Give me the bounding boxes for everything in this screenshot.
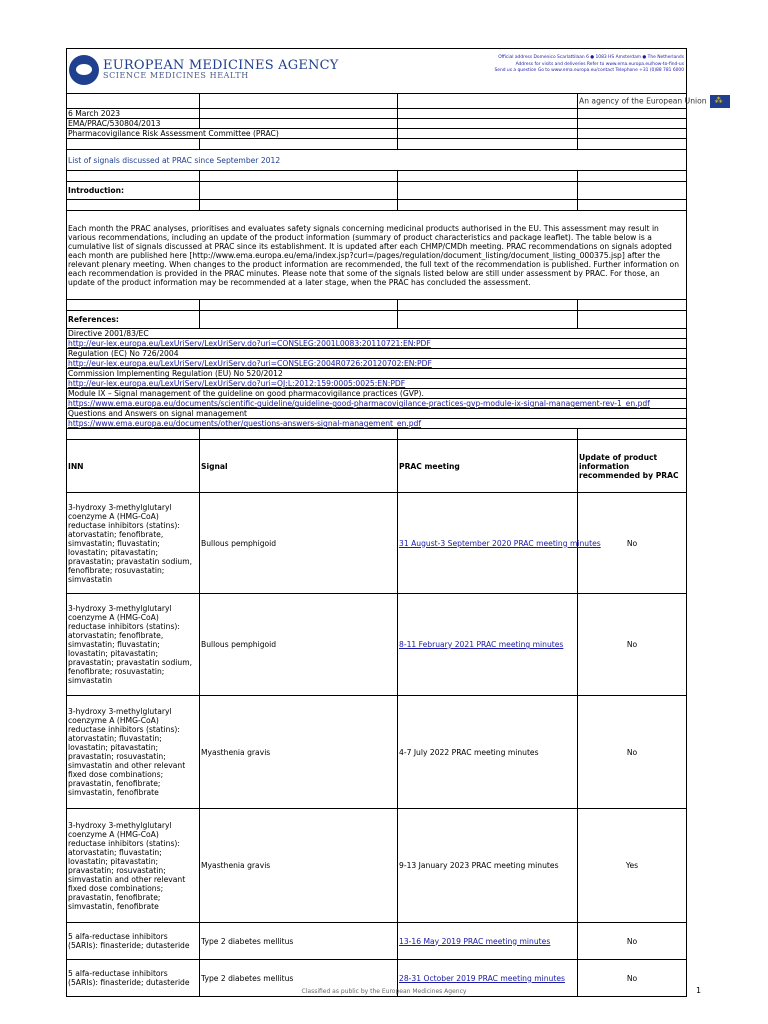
update-cell: No bbox=[578, 493, 687, 594]
header-cell bbox=[67, 49, 687, 94]
reference-item: Questions and Answers on signal management bbox=[67, 409, 687, 419]
signal-cell: Bullous pemphigoid bbox=[200, 594, 398, 696]
meeting-link[interactable]: 13-16 May 2019 PRAC meeting minutes bbox=[398, 923, 578, 960]
ema-logo bbox=[69, 55, 339, 85]
reference-item: Commission Implementing Regulation (EU) No 520/2012 bbox=[67, 369, 687, 379]
logo-name: EUROPEAN MEDICINES AGENCY bbox=[103, 57, 339, 73]
table-row bbox=[67, 696, 687, 809]
meeting-cell: 9-13 January 2023 PRAC meeting minutes bbox=[398, 809, 578, 923]
document-sheet bbox=[66, 48, 707, 997]
update-cell: No bbox=[578, 594, 687, 696]
page-number: 1 bbox=[696, 986, 702, 995]
date-cell: 6 March 2023 bbox=[67, 109, 200, 119]
update-cell: No bbox=[578, 696, 687, 809]
meeting-link[interactable]: 28-31 October 2019 PRAC meeting minutes bbox=[398, 960, 578, 997]
reference-link[interactable]: http://eur-lex.europa.eu/LexUriServ/LexUriServ.do?uri=OJ:L:2012:159:0005:0025:EN:PDF bbox=[67, 379, 687, 389]
reference-item: Directive 2001/83/EC bbox=[67, 329, 687, 339]
update-cell: No bbox=[578, 923, 687, 960]
inn-cell: 3-hydroxy 3-methylglutaryl coenzyme A (HMG-CoA) reductase inhibitors (statins): atorvastatin; fluvastatin; lovastatin; pitavastatin; pravastatin; rosuvastatin; simvastatin and other relevant fixed dose combinations; pravastatin, fenofibrate; simvastatin, fenofibrate bbox=[67, 809, 200, 923]
signal-cell: Myasthenia gravis bbox=[200, 809, 398, 923]
signal-cell: Bullous pemphigoid bbox=[200, 493, 398, 594]
table-row bbox=[67, 809, 687, 923]
reference-link[interactable]: http://eur-lex.europa.eu/LexUriServ/LexUriServ.do?uri=CONSLEG:2004R0726:20120702:EN:PDF bbox=[67, 359, 687, 369]
signal-cell: Type 2 diabetes mellitus bbox=[200, 960, 398, 997]
signals-sheet-table bbox=[66, 48, 707, 997]
meeting-link[interactable]: 31 August-3 September 2020 PRAC meeting minutes bbox=[398, 493, 578, 594]
inn-cell: 3-hydroxy 3-methylglutaryl coenzyme A (HMG-CoA) reductase inhibitors (statins): atorvastatin; fluvastatin; lovastatin; pitavastatin; pravastatin; rosuvastatin; simvastatin and other relevant fixed dose combinations; pravastatin, fenofibrate; simvastatin, fenofibrate bbox=[67, 696, 200, 809]
column-header-prac-meeting: PRAC meeting bbox=[398, 440, 578, 493]
update-cell: No bbox=[578, 960, 687, 997]
table-row bbox=[67, 493, 687, 594]
inn-cell: 5 alfa-reductase inhibitors (5ARIs): finasteride; dutasteride bbox=[67, 923, 200, 960]
address-line-1: Official address Domenico Scarlattilaan 6 ● 1083 HS Amsterdam ● The Netherlands bbox=[498, 55, 684, 60]
introduction-text: Each month the PRAC analyses, prioritises and evaluates safety signals concerning medicinal products authorised in the EU. This assessment may result in various recommendations, including an update of the product information (summary of product characteristics and package leaflet). The table below is a cumulative list of signals discussed at PRAC since its establishment. It is updated after each CHMP/CMDh meeting. PRAC recommendations on signals adopted each month are published here [http://www.ema.europa.eu/ema/index.jsp?curl=/pages/regulation/document_listing/document_listing_000375.jsp] after the relevant plenary meeting. When changes to the product information are recommended, the full text of the recommendation is published. Further information on each recommendation is provided in the PRAC minutes. Please note that some of the signals listed below are still under assessment by PRAC. For those, an update of the product information may be recommended at a later stage, when the PRAC has concluded the assessment. bbox=[67, 211, 687, 300]
address-line-2: Address for visits and deliveries Refer to www.ema.europa.eu/how-to-find-us bbox=[515, 61, 684, 67]
inn-cell: 3-hydroxy 3-methylglutaryl coenzyme A (HMG-CoA) reductase inhibitors (statins): atorvastatin; fenofibrate, simvastatin; fluvastatin; lovastatin; pitavastatin; pravastatin; pravastatin sodium, fenofibrate; rosuvastatin; simvastatin bbox=[67, 594, 200, 696]
ema-logo-icon bbox=[69, 55, 99, 85]
reference-link[interactable]: https://www.ema.europa.eu/documents/scientific-guideline/guideline-good-pharmacovigilance-practices-gvp-module-ix-signal-management-rev-1_en.pdf bbox=[67, 399, 687, 409]
meeting-cell: 4-7 July 2022 PRAC meeting minutes bbox=[398, 696, 578, 809]
table-row bbox=[67, 923, 687, 960]
introduction-heading: Introduction: bbox=[67, 182, 200, 200]
reference-cell: EMA/PRAC/530804/2013 bbox=[67, 119, 200, 129]
column-header-inn: INN bbox=[67, 440, 200, 493]
reference-link[interactable]: https://www.ema.europa.eu/documents/other/questions-answers-signal-management_en.pdf bbox=[67, 419, 687, 429]
agency-note: An agency of the European Union bbox=[579, 96, 707, 105]
column-header-update: Update of product information recommended by PRAC bbox=[578, 440, 687, 493]
inn-cell: 5 alfa-reductase inhibitors (5ARIs): finasteride; dutasteride bbox=[67, 960, 200, 997]
signal-cell: Myasthenia gravis bbox=[200, 696, 398, 809]
reference-link[interactable]: http://eur-lex.europa.eu/LexUriServ/LexUriServ.do?uri=CONSLEG:2001L0083:20110721:EN:PDF bbox=[67, 339, 687, 349]
inn-cell: 3-hydroxy 3-methylglutaryl coenzyme A (HMG-CoA) reductase inhibitors (statins): atorvastatin; fenofibrate, simvastatin; fluvastatin; lovastatin; pitavastatin; pravastatin; pravastatin sodium, fenofibrate; rosuvastatin; simvastatin bbox=[67, 493, 200, 594]
update-cell: Yes bbox=[578, 809, 687, 923]
references-heading: References: bbox=[67, 311, 200, 329]
committee-cell: Pharmacovigilance Risk Assessment Committee (PRAC) bbox=[67, 129, 398, 139]
logo-subtitle: SCIENCE MEDICINES HEALTH bbox=[103, 70, 249, 80]
table-row bbox=[67, 594, 687, 696]
page-title: List of signals discussed at PRAC since September 2012 bbox=[67, 150, 687, 171]
reference-item: Regulation (EC) No 726/2004 bbox=[67, 349, 687, 359]
eu-flag-icon bbox=[710, 95, 730, 108]
footer-classification: Classified as public by the European Medicines Agency bbox=[301, 988, 467, 995]
address-line-3: Send us a question Go to www.ema.europa.eu/contact Telephone +31 (0)88 781 6000 bbox=[494, 68, 684, 73]
meeting-link[interactable]: 8-11 February 2021 PRAC meeting minutes bbox=[398, 594, 578, 696]
reference-item: Module IX – Signal management of the guideline on good pharmacovigilance practices (GVP). bbox=[67, 389, 687, 399]
agency-note-cell bbox=[578, 94, 707, 109]
column-header-signal: Signal bbox=[200, 440, 398, 493]
signal-cell: Type 2 diabetes mellitus bbox=[200, 923, 398, 960]
agency-address bbox=[494, 55, 684, 75]
